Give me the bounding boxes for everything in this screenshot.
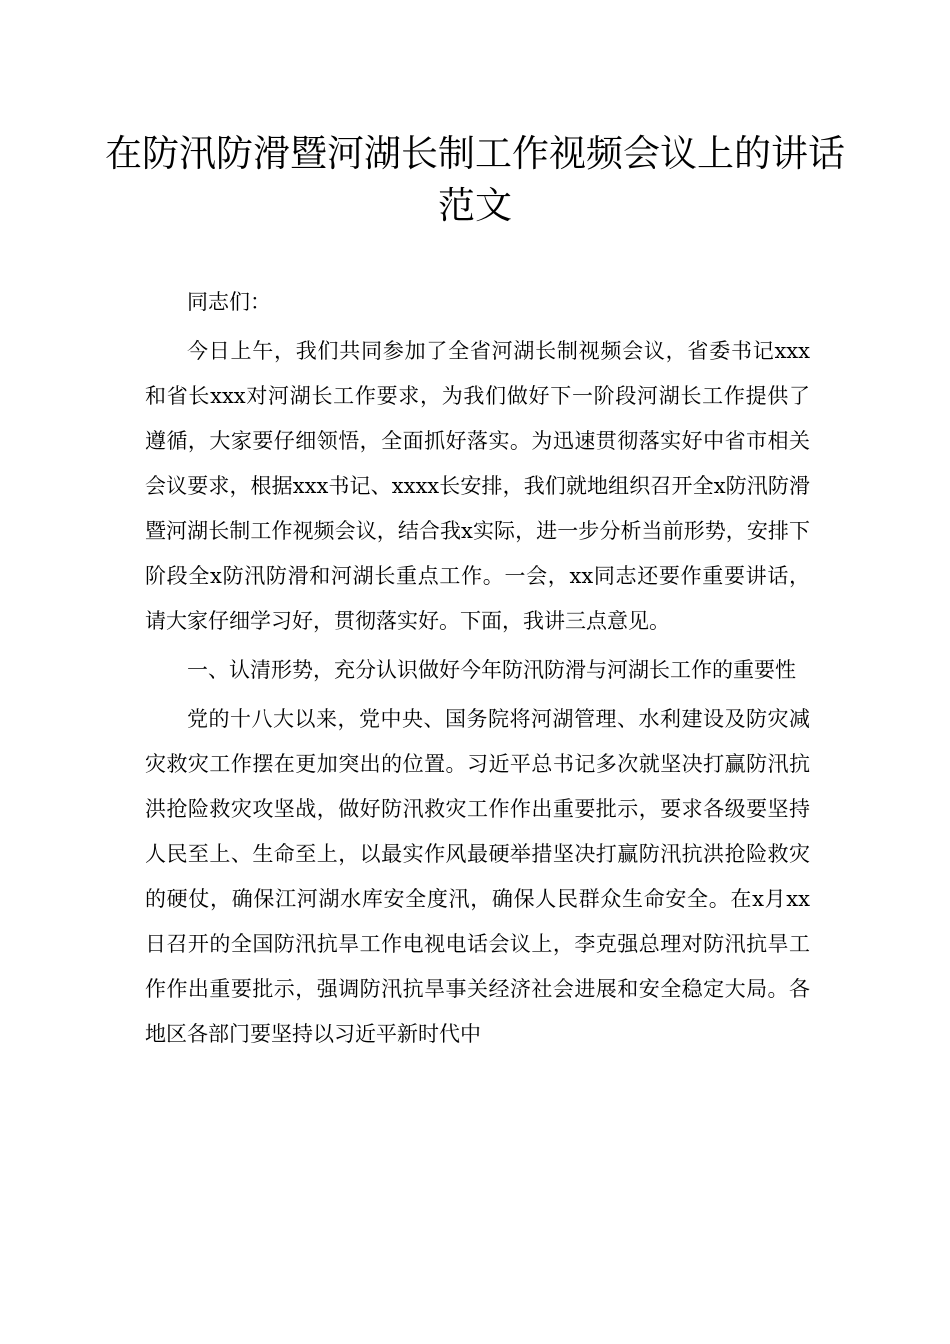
body-paragraph: 今日上午，我们共同参加了全省河湖长制视频会议，省委书记xxx和省长xxx对河湖长工作要求，为我们做好下一阶段河湖长工作提供了遵循，大家要仔细领悟，全面抓好落实。为迅速贯彻落实好中省市相关会议要求，根据xxx书记、xxxx长安排，我们就地组织召开全x防汛防滑暨河湖长制工作视频会议，结合我x实际，进一步分析当前形势，安排下阶段全x防汛防滑和河湖长重点工作。一会，xx同志还要作重要讲话，请大家仔细学习好，贯彻落实好。下面，我讲三点意见。 — [145, 339, 810, 633]
section-heading: 一、认清形势，充分认识做好今年防汛防滑与河湖长工作的重要性 — [187, 658, 796, 682]
salutation-paragraph: 同志们： — [187, 290, 271, 314]
document-body — [145, 280, 810, 1061]
document-title: 在防汛防滑暨河湖长制工作视频会议上的讲话范文 — [105, 132, 845, 227]
body-paragraph: 党的十八大以来，党中央、国务院将河湖管理、水利建设及防灾减灾救灾工作摆在更加突出的位置。习近平总书记多次就坚决打赢防汛抗洪抢险救灾攻坚战，做好防汛救灾工作作出重要批示，要求各级要坚持人民至上、生命至上，以最实作风最硬举措坚决打赢防汛抗洪抢险救灾的硬仗，确保江河湖水库安全度汛，确保人民群众生命安全。在x月xx日召开的全国防汛抗旱工作电视电话会议上，李克强总理对防汛抗旱工作作出重要批示，强调防汛抗旱事关经济社会进展和安全稳定大局。各地区各部门要坚持以习近平新时代中 — [145, 707, 810, 1046]
